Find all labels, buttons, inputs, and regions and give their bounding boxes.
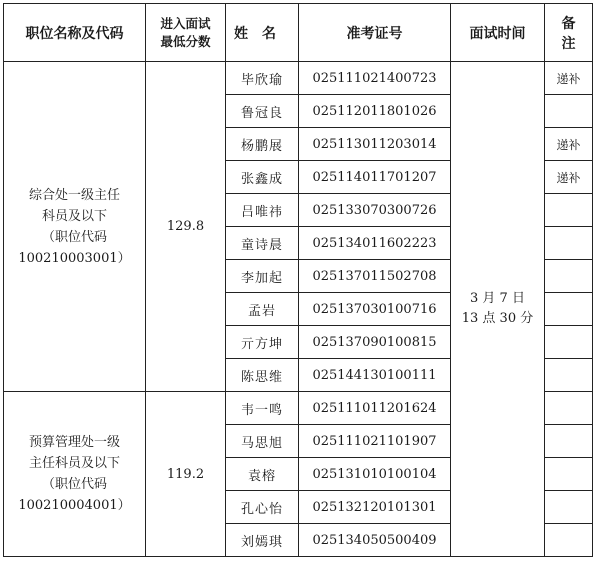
ticket-number: 025112011801026 (299, 95, 451, 128)
ticket-number: 025144130100111 (299, 359, 451, 392)
candidate-name: 陈思维 (226, 359, 299, 392)
candidate-name: 李加起 (226, 260, 299, 293)
header-row (4, 4, 593, 62)
remark-cell (545, 194, 593, 227)
interview-time-line: 13 点 30 分 (461, 311, 534, 326)
header-time: 面试时间 (451, 4, 545, 62)
remark-cell (545, 95, 593, 128)
candidate-name: 鲁冠良 (226, 95, 299, 128)
ticket-number: 025137011502708 (299, 260, 451, 293)
position-line: 100210004001） (18, 498, 131, 513)
remark-cell (545, 458, 593, 491)
ticket-number: 025114011701207 (299, 161, 451, 194)
ticket-number: 025111021101907 (299, 425, 451, 458)
candidate-name: 孔心怡 (226, 491, 299, 524)
ticket-number: 025132120101301 (299, 491, 451, 524)
header-name: 姓名 (226, 4, 299, 62)
candidate-name: 吕唯祎 (226, 194, 299, 227)
position-line: 预算管理处一级 (28, 435, 120, 450)
min-score-cell: 129.8 (146, 62, 226, 392)
remark-cell (545, 392, 593, 425)
header-min-score-line1: 进入面试 (160, 15, 211, 31)
position-line: 100210003001） (18, 250, 131, 266)
candidate-name: 张鑫成 (226, 161, 299, 194)
table-row (4, 62, 593, 95)
header-remark-line2: 注 (561, 35, 576, 52)
candidate-name: 孟岩 (226, 293, 299, 326)
remark-cell (545, 425, 593, 458)
candidate-name: 童诗晨 (226, 227, 299, 260)
header-min-score-line2: 最低分数 (160, 33, 211, 49)
candidate-name: 马思旭 (226, 425, 299, 458)
position-line: （职位代码 (41, 229, 107, 245)
remark-cell (545, 359, 593, 392)
remark-cell (545, 326, 593, 359)
header-min-score (146, 4, 226, 62)
remark-cell (545, 227, 593, 260)
remark-cell: 递补 (545, 62, 593, 95)
candidate-name: 韦一鸣 (226, 392, 299, 425)
ticket-number: 025137030100716 (299, 293, 451, 326)
position-line: 综合处一级主任 (28, 187, 120, 203)
remark-cell (545, 260, 593, 293)
candidate-name: 刘嫣琪 (226, 524, 299, 557)
candidate-name: 袁榕 (226, 458, 299, 491)
remark-cell (545, 491, 593, 524)
ticket-number: 025113011203014 (299, 128, 451, 161)
remark-cell (545, 293, 593, 326)
remark-cell (545, 524, 593, 557)
remark-cell: 递补 (545, 128, 593, 161)
header-ticket: 准考证号 (299, 4, 451, 62)
ticket-number: 025131010100104 (299, 458, 451, 491)
min-score-cell: 119.2 (146, 392, 226, 557)
ticket-number: 025111021400723 (299, 62, 451, 95)
header-position: 职位名称及代码 (4, 4, 146, 62)
position-cell (4, 392, 146, 557)
header-remark-line1: 备 (561, 15, 576, 32)
interview-time-cell (451, 62, 545, 557)
candidate-name: 亓方坤 (226, 326, 299, 359)
ticket-number: 025137090100815 (299, 326, 451, 359)
position-cell (4, 62, 146, 392)
header-remark (545, 4, 593, 62)
ticket-number: 025133070300726 (299, 194, 451, 227)
ticket-number: 025111011201624 (299, 392, 451, 425)
candidate-name: 杨鹏展 (226, 128, 299, 161)
position-line: 科员及以下 (41, 208, 107, 224)
position-line: （职位代码 (41, 477, 107, 492)
table-body (4, 62, 593, 557)
interview-list-table (3, 3, 593, 557)
interview-time-line: 3 月 7 日 (470, 291, 525, 306)
ticket-number: 025134050500409 (299, 524, 451, 557)
candidate-name: 毕欣瑜 (226, 62, 299, 95)
remark-cell: 递补 (545, 161, 593, 194)
position-line: 主任科员及以下 (28, 456, 120, 471)
ticket-number: 025134011602223 (299, 227, 451, 260)
